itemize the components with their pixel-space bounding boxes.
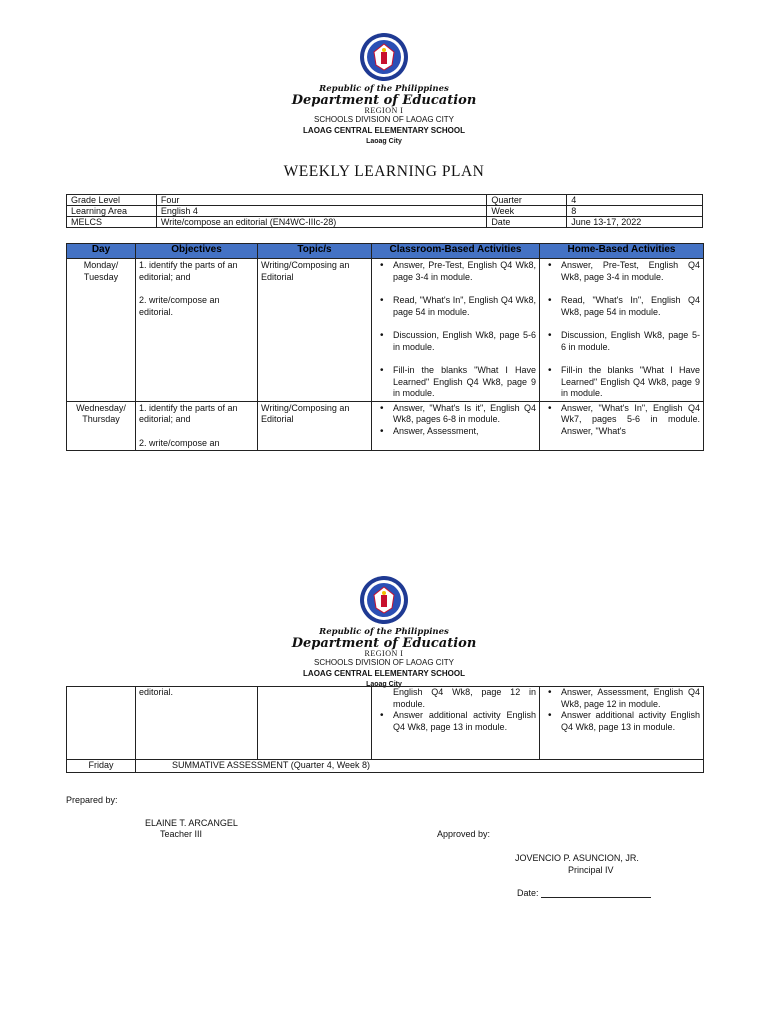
plan-table-continued [66, 686, 704, 773]
date-signature-label: Date: [517, 888, 539, 898]
day-cell: Monday/ Tuesday [67, 259, 136, 402]
learning-area-label: Learning Area [67, 206, 157, 217]
objectives-cell [136, 259, 258, 402]
objectives-cell [136, 401, 258, 451]
home-cell [540, 687, 704, 760]
classroom-cell [372, 401, 540, 451]
list-item: • Answer, "What's Is it", English Q4 Wk8, pages 6-8 in module. [393, 403, 536, 426]
info-table [66, 194, 703, 228]
list-item: • Answer, Assessment, English Q4 Wk8, page 12 in module. [561, 687, 700, 710]
division-text: SCHOOLS DIVISION OF LAOAG CITY [313, 658, 455, 667]
melcs-label: MELCS [67, 217, 157, 228]
col-classroom: Classroom-Based Activities [372, 244, 540, 259]
department-text: Department of Education [291, 636, 477, 651]
week-label: Week [487, 206, 567, 217]
plan-table [66, 243, 704, 451]
col-topics: Topic/s [258, 244, 372, 259]
objectives-cell: editorial. [136, 687, 258, 760]
list-item: • Discussion, English Wk8, page 5-6 in module. [561, 330, 700, 353]
classroom-cell [372, 687, 540, 760]
school-text: LAOAG CENTRAL ELEMENTARY SCHOOL [303, 126, 465, 135]
date-signature-line [517, 888, 651, 898]
city-text: Laoag City [366, 681, 402, 688]
objective-1: 1. identify the parts of an editorial; and [139, 402, 238, 424]
list-item: • Answer additional activity English Q4 Wk8, page 13 in module. [393, 710, 536, 733]
page-title: WEEKLY LEARNING PLAN [283, 163, 485, 180]
topic-cell: Writing/Composing an Editorial [258, 401, 372, 451]
classroom-continued-text: English Q4 Wk8, page 12 in module. [393, 687, 536, 709]
objective-2: 2. write/compose an [139, 437, 220, 448]
list-item: • Answer, "What's In", English Q4 Wk7, pages 5-6 in module. Answer, "What's [561, 403, 700, 438]
list-item: • Fill-in the blanks "What I Have Learned" English Q4 Wk8, page 9 in module. [393, 365, 536, 400]
summative-cell: SUMMATIVE ASSESSMENT (Quarter 4, Week 8) [136, 760, 704, 773]
prepared-by-label: Prepared by: [66, 795, 118, 805]
classroom-cell [372, 259, 540, 402]
school-text: LAOAG CENTRAL ELEMENTARY SCHOOL [303, 669, 465, 678]
deped-seal-icon [359, 575, 409, 625]
objective-1: 1. identify the parts of an editorial; and [139, 260, 238, 282]
quarter-label: Quarter [487, 195, 567, 206]
letterhead-second-page [0, 575, 768, 690]
teacher-title: Teacher III [160, 829, 203, 839]
grade-level-label: Grade Level [67, 195, 157, 206]
republic-text: Republic of the Philippines [319, 84, 449, 94]
objective-2: 2. write/compose an editorial. [139, 295, 220, 317]
list-item: • Fill-in the blanks "What I Have Learned" English Q4 Wk8, page 9 in module. [561, 365, 700, 400]
day-cell [67, 687, 136, 760]
col-objectives: Objectives [136, 244, 258, 259]
deped-seal-icon [359, 32, 409, 82]
region-text: REGION I [364, 649, 404, 658]
home-cell [540, 259, 704, 402]
principal-name: JOVENCIO P. ASUNCION, JR. [515, 853, 639, 863]
table-row [67, 259, 704, 402]
table-row [67, 760, 704, 773]
melcs-value: Write/compose an editorial (EN4WC-IIIc-28) [156, 217, 486, 228]
topic-cell [258, 687, 372, 760]
plan-header-row [67, 244, 704, 259]
quarter-value: 4 [567, 195, 703, 206]
week-value: 8 [567, 206, 703, 217]
col-home: Home-Based Activities [540, 244, 704, 259]
grade-level-value: Four [156, 195, 486, 206]
home-cell [540, 401, 704, 451]
list-item: • Answer, Assessment, [393, 426, 536, 438]
date-underline [541, 888, 651, 898]
letterhead-top [0, 32, 768, 147]
region-text: REGION I [364, 106, 404, 115]
topic-cell: Writing/Composing an Editorial [258, 259, 372, 402]
list-item: • Discussion, English Wk8, page 5-6 in module. [393, 330, 536, 353]
col-day: Day [67, 244, 136, 259]
city-text: Laoag City [366, 138, 402, 145]
learning-area-value: English 4 [156, 206, 486, 217]
teacher-name: ELAINE T. ARCANGEL [145, 818, 238, 828]
list-item: • Answer, Pre-Test, English Q4 Wk8, page 3-4 in module. [393, 260, 536, 283]
list-item: • Read, "What's In", English Q4 Wk8, page 54 in module. [561, 295, 700, 318]
principal-title: Principal IV [568, 865, 614, 875]
date-value: June 13-17, 2022 [567, 217, 703, 228]
day-cell: Friday [67, 760, 136, 773]
department-text: Department of Education [291, 93, 477, 108]
list-item: • Answer, Pre-Test, English Q4 Wk8, page 3-4 in module. [561, 260, 700, 283]
table-row [67, 687, 704, 760]
date-label: Date [487, 217, 567, 228]
table-row [67, 401, 704, 451]
list-item: • Answer additional activity English Q4 Wk8, page 13 in module. [561, 710, 700, 733]
division-text: SCHOOLS DIVISION OF LAOAG CITY [313, 115, 455, 124]
approved-by-label: Approved by: [437, 829, 491, 839]
list-item: • Read, "What's In", English Q4 Wk8, page 54 in module. [393, 295, 536, 318]
day-cell: Wednesday/ Thursday [67, 401, 136, 451]
republic-text: Republic of the Philippines [319, 627, 449, 637]
